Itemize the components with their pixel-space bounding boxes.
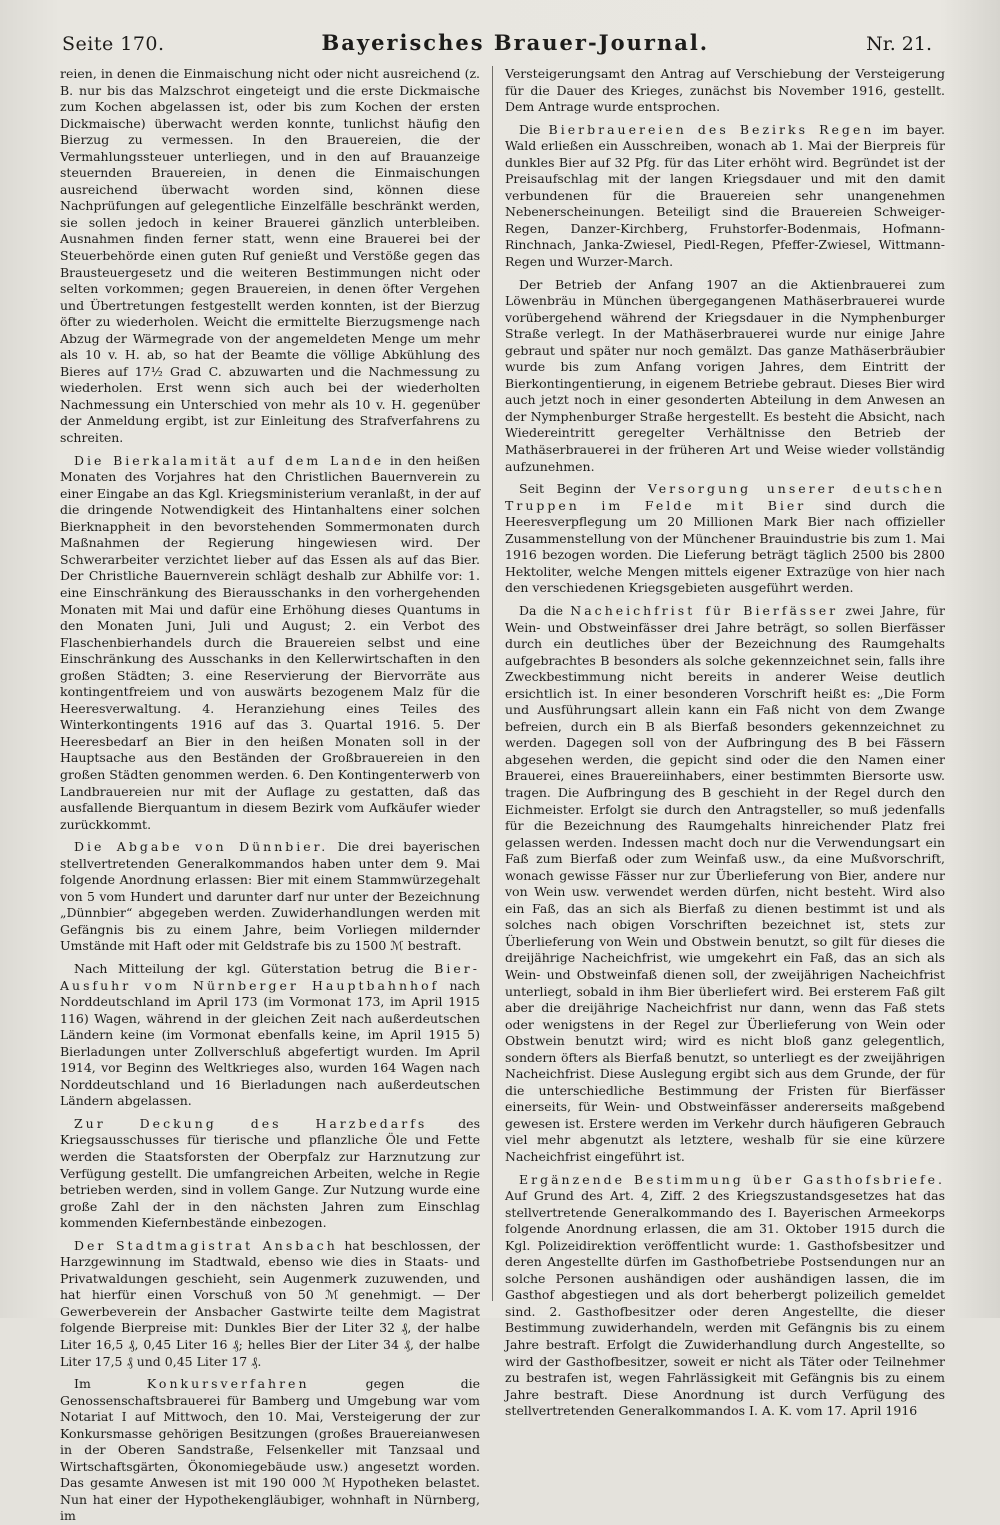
paragraph-text: im bayer. Wald erließen ein Ausschreiben, wonach ab 1. Mai der Bierpreis für dunkles Bier auf 32 Pfg. für das Liter erhöht wird. Begründet ist der Preisaufschlag mit der langen Kriegsdauer und mit den damit verbundenen für die Brauereien sehr unangenehmen Nebenerscheinungen. Beteiligt sind die Brauereien Schweiger-Regen, Danzer-Kirchberg, Fruhstorfer-Bodenmais, Hofmann-Rinchnach, Janka-Zwiesel, Piedl-Regen, Pfeffer-Zwiesel, Wittmann-Regen und Wurzer-March. bbox=[505, 121, 945, 270]
paragraph-text: Die drei bayerischen stellvertretenden Generalkommandos haben unter dem 9. Mai folgende Anordnung erlassen: Bier mit einem Stammwürzegehalt von 5 vom Hundert und darunter darf nur unter der Bezeichnung „Dünnbier“ abgegeben werden. Zuwiderhandlungen werden mit Gefängnis bis zu einem Jahre, beim Vorliegen mildernder Umstände mit Haft oder mit Geldstrafe bis zu 1500 ℳ bestraft. bbox=[60, 839, 480, 954]
paragraph-text: zwei Jahre, für Wein- und Obstweinfässer drei Jahre beträgt, so sollen Bierfässer durch ein deutliches über der Bezeichnung des Raumgehalts aufgebrachtes B besonders als solche gekennzeichnet sein, falls ihre Zweckbestimmung nicht bereits in anderer Weise deutlich ersichtlich ist. In einer besonderen Vorschrift heißt es: „Die Form und Ausführungsart allein kann ein Faß nicht von dem Zwange befreien, durch ein B als Bierfaß besonders gekennzeichnet zu werden. Dagegen soll von der Aufbringung des B bei Fässern abgesehen werden, die gepicht sind oder die den Namen einer Brauerei, eines Brauereiinhabers, einer bestimmten Biersorte usw. tragen. Die Aufbringung des B geschieht in der Regel durch den Eichmeister. Erfolgt sie durch den Antragsteller, so muß jedenfalls für die Bezeichnung des Raumgehalts hinreichender Platz frei gelassen werden. Indessen macht doch nur die Verwendungsart ein Faß zum Bierfaß oder zum Weinfaß usw., da eine Mußvorschrift, wonach gewisse Fässer nur zur Überlieferung von Bier, andere nur von Wein usw. verwendet werden dürfen, nicht besteht. Wird also ein Faß, das an sich als Bierfaß zu dienen bestimmt ist und als solches nach obigen Vorschriften bezeichnet ist, stets zur Überlieferung von Wein und Obstwein benutzt, so gilt für dieses die dreijährige Nacheichfrist, wie umgekehrt ein Faß, das an sich als Wein- und Obstweinfaß dienen soll, der zweijährigen Nacheichfrist unterliegt, sobald in ihm Bier überliefert wird. Bei ersterem Faß gilt aber die dreijährige Nacheichfrist nur dann, wenn das Faß stets oder wenigstens in der Regel zur Überlieferung von Wein oder Obstwein benutzt wird; wird es nicht bloß ganz gelegentlich, sondern öfters als Bierfaß benutzt, so unterliegt es der zweijährigen Nacheichfrist. Diese Auslegung ergibt sich aus dem Grunde, der für die unterschiedliche Bestimmung der Fristen für Bierfässer einerseits, für Wein- und Obstweinfässer andererseits maßgebend gewesen ist. Erstere werden im Verkehr durch häufigeren Gebrauch viel mehr abgenutzt als letztere, weshalb für sie eine kürzere Nacheichfrist eingeführt ist. bbox=[505, 602, 945, 1164]
article-paragraph bbox=[505, 481, 945, 597]
spaced-headline: Zur Deckung des Harzbedarfs bbox=[74, 1115, 428, 1131]
page-header bbox=[62, 30, 932, 58]
paragraph-prefix: Im bbox=[74, 1376, 147, 1392]
spaced-headline: Bierbrauereien des Bezirks Regen bbox=[548, 121, 875, 137]
spaced-headline: Konkursverfahren bbox=[146, 1376, 310, 1392]
article-paragraph bbox=[505, 603, 945, 1166]
paragraph-text: gegen die Genossenschaftsbrauerei für Bamberg und Umgebung war vom Notariat I auf Mittwoch, den 10. Mai, Versteigerung der zur Konkursmasse gehörigen Besitzungen (großes Brauereianwesen in der Oberen Sandstraße, Felsenkeller mit Tanzsaal und Wirtschaftsgärten, Ökonomiegebäude usw.) angesetzt worden. Das gesamte Anwesen ist mit 190 000 ℳ Hypotheken belastet. Nun hat einer der Hypothekengläubiger, wohnhaft in Nürnberg, im bbox=[60, 1376, 480, 1524]
paragraph-text: Versteigerungsamt den Antrag auf Verschiebung der Versteigerung für die Dauer des Krieges, zunächst bis November 1916, gestellt. Dem Antrage wurde entsprochen. bbox=[505, 66, 945, 115]
article-paragraph bbox=[60, 453, 480, 834]
article-paragraph bbox=[60, 961, 480, 1110]
article-paragraph bbox=[505, 66, 945, 116]
spaced-headline: Die Bierkalamität auf dem Lande bbox=[74, 452, 385, 468]
paragraph-prefix: Die bbox=[519, 121, 549, 137]
page-number: Seite 170. bbox=[62, 33, 165, 55]
spaced-headline: Die Abgabe von Dünnbier. bbox=[74, 839, 329, 855]
article-paragraph bbox=[60, 1116, 480, 1232]
article-paragraph bbox=[505, 277, 945, 476]
paragraph-text: hat beschlossen, der Harzgewinnung im Stadtwald, ebenso wie dies in Staats- und Privatwaldungen geschieht, sein Augenmerk zuzuwenden, und hat hierfür einen Vorschuß von 50 ℳ genehmigt. — Der Gewerbeverein der Ansbacher Gastwirte teilte dem Magistrat folgende Bierpreise mit: Dunkles Bier der Liter 32 ₰, der halbe Liter 16,5 ₰, 0,45 Liter 16 ₰; helles Bier der Liter 34 ₰, der halbe Liter 17,5 ₰ und 0,45 Liter 17 ₰. bbox=[60, 1237, 480, 1369]
article-paragraph bbox=[505, 122, 945, 271]
article-paragraph bbox=[60, 1238, 480, 1370]
article-paragraph bbox=[60, 1376, 480, 1525]
column-divider bbox=[492, 66, 493, 1301]
paragraph-prefix: Seit Beginn der bbox=[519, 481, 648, 497]
paragraph-text: Auf Grund des Art. 4, Ziff. 2 des Kriegszustandsgesetzes hat das stellvertretende Generalkommando des I. Bayerischen Armeekorps folgende Anordnung erlassen, die am 31. Oktober 1915 durch die Kgl. Polizeidirektion veröffentlicht wurde: 1. Gasthofsbesitzer und deren Angestellte dürfen im Gasthofbetriebe Postsendungen nur an solche Personen aushändigen oder aushändigen lassen, die im Gasthof abgestiegen und als dort beherbergt polizeilich gemeldet sind. 2. Gasthofbesitzer oder deren Angestellte, die dieser Bestimmung zuwiderhandeln, werden mit Gefängnis bis zu einem Jahre bestraft. Erfolgt die Zuwiderhandlung durch Angestellte, so wird der Gasthofbesitzer, soweit er nicht als Täter oder Teilnehmer zu bestrafen ist, wegen Fahrlässigkeit mit Gefängnis bis zu einem Jahre bestraft. Diese Anordnung ist durch Verfügung des stellvertretenden Generalkommandos I. A. K. vom 17. April 1916 bbox=[505, 1188, 945, 1419]
paragraph-prefix: Da die bbox=[519, 602, 571, 618]
journal-title: Bayerisches Brauer-Journal. bbox=[321, 30, 710, 55]
paragraph-text: sind durch die Heeresverpflegung um 20 Millionen Mark Bier nach offizieller Zusammenstellung von der Münchener Brauindustrie bis zum 1. Mai 1916 bezogen worden. Die Lieferung beträgt täglich 2500 bis 2800 Hektoliter, welche Mengen mittels eigener Extrazüge von hier nach den verschiedenen Kriegsgebieten ausgeführt werden. bbox=[505, 497, 945, 596]
article-paragraph bbox=[505, 1172, 945, 1420]
paragraph-text: Der Betrieb der Anfang 1907 an die Aktienbrauerei zum Löwenbräu in München übergegangenen Mathäserbrauerei wurde vorübergehend während der Kriegsdauer in die Nymphenburger Straße verlegt. In der Mathäserbrauerei wurde nur einige Jahre gebraut und später nur noch gemälzt. Das ganze Mathäserbräubier wurde bis zum Anfang vorigen Jahres, dem Eintritt der Bierkontingentierung, in eigenem Betriebe gebraut. Dieses Bier wird auch jetzt noch in einer gesonderten Abteilung in dem Anwesen an der Nymphenburger Straße hergestellt. Es besteht die Absicht, nach Wiedereintritt geregelter Verhältnisse den Betrieb der Mathäserbrauerei in der früheren Art und Weise wieder vollständig aufzunehmen. bbox=[505, 276, 945, 474]
paragraph-text: in den heißen Monaten des Vorjahres hat den Christlichen Bauernverein zu einer Eingabe an das Kgl. Kriegsministerium veranlaßt, in der auf die dringende Notwendigkeit des Hintanhaltens einer solchen Bierknappheit in den bevorstehenden Sommermonaten durch Maßnahmen der Regierung hingewiesen wird. Der Schwerarbeiter verzichtet lieber auf das Essen als auf das Bier. Der Christliche Bauernverein schlägt deshalb zur Abhilfe vor: 1. eine Einschränkung des Bierausschanks in den vorhergehenden Monaten mit Mai und dafür eine Erhöhung dieses Quantums in den Monaten Juni, Juli und August; 2. ein Verbot des Flaschenbierhandels durch die Brauereien selbst und eine Einschränkung des Ausschanks in den Kellerwirtschaften in den großen Städten; 3. eine Reservierung der Biervorräte aus kontingentfreiem und von auswärts bezogenem Malz für die Heeresverwaltung. 4. Heranziehung eines Teiles des Winterkontingents 1916 auf das 3. Quartal 1916. 5. Der Heeresbedarf an Bier in den heißen Monaten soll in der Hauptsache aus den Beständen der Großbrauereien in den großen Städten genommen werden. 6. Den Kontingenterwerb von Landbrauereien nur mit der Auflage zu gestatten, daß das ausfallende Bierquantum in diesem Bezirk vom Aufkäufer wieder zurückkommt. bbox=[60, 452, 480, 832]
spaced-headline: Ergänzende Bestimmung über Gasthofsbriefe. bbox=[519, 1171, 945, 1187]
paragraph-text: nach Norddeutschland im April 173 (im Vormonat 173, im April 1915 116) Wagen, während in der gleichen Zeit nach außerdeutschen Ländern keine (im Vormonat ebenfalls keine, im April 1915 5) Bierladungen unter Zollverschluß abgefertigt wurden. Im April 1914, vor Beginn des Weltkrieges also, wurden 164 Wagen nach Norddeutschland und 16 Bierladungen nach außerdeutschen Ländern abgelassen. bbox=[60, 977, 481, 1109]
issue-number: Nr. 21. bbox=[866, 33, 932, 55]
left-column bbox=[60, 66, 481, 1524]
spaced-headline: Bier-Ausfuhr vom Nürnberger Hauptbahnhof bbox=[60, 960, 480, 993]
article-paragraph bbox=[60, 839, 480, 955]
spaced-headline: Versorgung unserer deutschen Truppen im Felde mit Bier bbox=[505, 481, 945, 513]
paragraph-text: des Kriegsausschusses für tierische und pflanzliche Öle und Fette werden die Staatsforsten der Oberpfalz zur Harznutzung zur Verfügung gestellt. Die umfangreichen Arbeiten, welche in Regie betrieben werden, sind in vollem Gange. Zur Nutzung wurde eine große Zahl der in den nächsten Jahren zum Einschlag kommenden Kiefernbestände einbezogen. bbox=[60, 1115, 480, 1231]
paragraph-prefix: Nach Mitteilung der kgl. Güterstation betrug die bbox=[74, 960, 435, 976]
spaced-headline: Der Stadtmagistrat Ansbach bbox=[74, 1237, 338, 1253]
right-column bbox=[505, 66, 945, 1419]
paragraph-text: reien, in denen die Einmaischung nicht oder nicht ausreichend (z. B. nur bis das Malzschrot eingeteigt und die erste Dickmaische zum Kochen abgelassen ist, oder bis zum Kochen der ersten Dickmaische) überwacht werden konnte, tunlichst häufig den Bierzug zu vermessen. In den Brauereien, die der Vermahlungssteuer unterliegen, und in den auf Brauanzeige steuernden Brauereien, in denen die Einmaischungen ausreichend überwacht worden sind, können diese Nachprüfungen auf gelegentliche Einzelfälle beschränkt werden, sie sollen jedoch in keiner Brauerei gänzlich unterbleiben. Ausnahmen finden ferner statt, wenn eine Brauerei bei der Steuerbehörde einen guten Ruf genießt und Verstöße gegen das Brausteuergesetz und die weiteren Bestimmungen nicht oder selten vorkommen; gegen Brauereien, in denen öfter Vergehen und Übertretungen festgestellt werden konnten, ist der Bierzug öfter zu wiederholen. Weicht die ermittelte Bierzugsmenge nach Abzug der Wärmegrade von der angemeldeten Menge um mehr als 10 v. H. ab, so hat der Beamte die völlige Abkühlung des Bieres auf 17½ Grad C. abzuwarten und die Nachmessung zu wiederholen. Erst wenn sich auch bei der wiederholten Nachmessung ein Unterschied von mehr als 10 v. H. gegenüber der Anmeldung ergibt, ist zur Einleitung des Strafverfahrens zu schreiten. bbox=[60, 66, 480, 446]
article-paragraph bbox=[60, 66, 480, 447]
spaced-headline: Nacheichfrist für Bierfässer bbox=[570, 602, 839, 618]
